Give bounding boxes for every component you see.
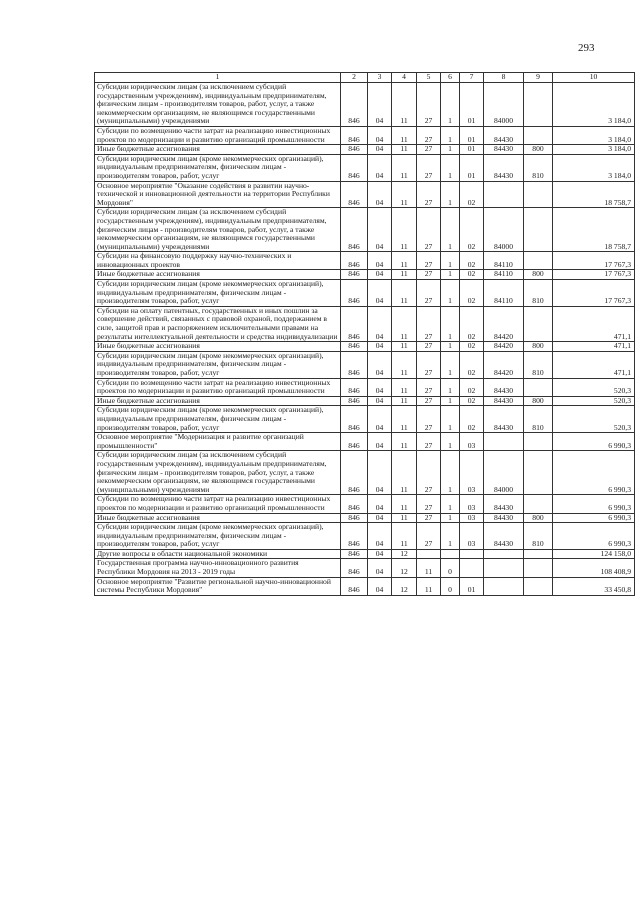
column-header: 8 [484, 73, 524, 83]
cell-admin-code: 846 [341, 252, 368, 270]
cell-subsection: 12 [392, 577, 417, 595]
cell-amount: 3 184,0 [553, 126, 635, 144]
cell-amount: 33 450,8 [553, 577, 635, 595]
cell-subprogram: 1 [441, 145, 460, 155]
cell-direction: 84420 [484, 306, 524, 341]
row-name: Субсидии по возмещению части затрат на реализацию инвестиционных проектов по модернизации и развитию организаций промышленности [95, 495, 341, 513]
cell-program: 27 [417, 396, 441, 406]
cell-section: 04 [368, 280, 392, 307]
cell-direction: 84430 [484, 513, 524, 523]
cell-measure: 01 [460, 145, 484, 155]
cell-program: 27 [417, 342, 441, 352]
row-name: Государственная программа научно-инновационного развития Республики Мордовия на 2013 - 2019 годы [95, 559, 341, 577]
cell-subsection: 11 [392, 280, 417, 307]
cell-program: 27 [417, 252, 441, 270]
table-row [95, 523, 635, 550]
cell-direction: 84420 [484, 342, 524, 352]
cell-admin-code: 846 [341, 451, 368, 495]
cell-subsection: 11 [392, 83, 417, 127]
cell-program: 27 [417, 208, 441, 252]
cell-direction [484, 181, 524, 208]
row-name: Субсидии юридическим лицам (за исключением субсидий государственным учреждениям), индивидуальным предпринимателям, физическим лицам - производителям товаров, работ, услуг, а также некоммерческим организациям, не являющимся государственными (муниципальными) учреждениями [95, 451, 341, 495]
cell-subprogram: 1 [441, 270, 460, 280]
cell-subprogram: 1 [441, 306, 460, 341]
cell-program: 27 [417, 378, 441, 396]
cell-subprogram: 1 [441, 406, 460, 433]
cell-admin-code: 846 [341, 306, 368, 341]
cell-admin-code: 846 [341, 351, 368, 378]
table-row [95, 342, 635, 352]
cell-amount: 17 767,3 [553, 252, 635, 270]
cell-admin-code: 846 [341, 126, 368, 144]
cell-subsection: 11 [392, 270, 417, 280]
cell-amount: 6 990,3 [553, 513, 635, 523]
cell-measure: 01 [460, 154, 484, 181]
cell-program: 27 [417, 83, 441, 127]
cell-measure: 03 [460, 433, 484, 451]
cell-subprogram: 1 [441, 181, 460, 208]
cell-amount: 6 990,3 [553, 523, 635, 550]
cell-expense-type: 800 [524, 396, 553, 406]
cell-expense-type [524, 559, 553, 577]
cell-subprogram: 1 [441, 126, 460, 144]
table-row [95, 559, 635, 577]
cell-amount: 3 184,0 [553, 154, 635, 181]
cell-subprogram: 1 [441, 351, 460, 378]
row-name: Основное мероприятие "Развитие региональной научно-инновационной системы Республики Мордовия" [95, 577, 341, 595]
cell-measure: 02 [460, 252, 484, 270]
cell-measure: 03 [460, 495, 484, 513]
budget-table [94, 72, 635, 596]
cell-subsection: 11 [392, 342, 417, 352]
cell-expense-type: 810 [524, 523, 553, 550]
cell-section: 04 [368, 577, 392, 595]
cell-admin-code: 846 [341, 181, 368, 208]
cell-expense-type: 800 [524, 145, 553, 155]
cell-measure: 02 [460, 378, 484, 396]
table-body [95, 83, 635, 596]
row-name: Субсидии по возмещению части затрат на реализацию инвестиционных проектов по модернизации и развитию организаций промышленности [95, 126, 341, 144]
cell-subsection: 11 [392, 208, 417, 252]
cell-admin-code: 846 [341, 270, 368, 280]
cell-section: 04 [368, 181, 392, 208]
table-row [95, 549, 635, 559]
column-header: 4 [392, 73, 417, 83]
row-name: Субсидии юридическим лицам (кроме некоммерческих организаций), индивидуальным предпринимателям, физическим лицам - производителям товаров, работ, услуг [95, 154, 341, 181]
cell-measure: 02 [460, 406, 484, 433]
cell-measure: 02 [460, 342, 484, 352]
cell-section: 04 [368, 513, 392, 523]
cell-amount: 124 158,0 [553, 549, 635, 559]
table-row [95, 513, 635, 523]
cell-section: 04 [368, 145, 392, 155]
cell-direction: 84000 [484, 208, 524, 252]
cell-amount: 6 990,3 [553, 495, 635, 513]
cell-admin-code: 846 [341, 83, 368, 127]
cell-direction: 84110 [484, 280, 524, 307]
cell-program: 27 [417, 523, 441, 550]
row-name: Субсидии юридическим лицам (кроме некоммерческих организаций), индивидуальным предпринимателям, физическим лицам - производителям товаров, работ, услуг [95, 280, 341, 307]
cell-subprogram: 0 [441, 577, 460, 595]
cell-expense-type: 800 [524, 270, 553, 280]
cell-subsection: 12 [392, 559, 417, 577]
cell-amount: 520,3 [553, 406, 635, 433]
cell-subprogram: 1 [441, 208, 460, 252]
row-name: Иные бюджетные ассигнования [95, 270, 341, 280]
cell-measure: 02 [460, 280, 484, 307]
cell-expense-type [524, 451, 553, 495]
cell-direction [484, 549, 524, 559]
cell-section: 04 [368, 378, 392, 396]
cell-direction: 84110 [484, 270, 524, 280]
cell-expense-type [524, 126, 553, 144]
row-name: Иные бюджетные ассигнования [95, 396, 341, 406]
cell-subprogram: 1 [441, 83, 460, 127]
table-row [95, 451, 635, 495]
cell-subprogram: 1 [441, 378, 460, 396]
table-row [95, 270, 635, 280]
cell-section: 04 [368, 306, 392, 341]
table-row [95, 208, 635, 252]
cell-program: 27 [417, 513, 441, 523]
cell-measure: 02 [460, 208, 484, 252]
table-row [95, 306, 635, 341]
cell-amount: 520,3 [553, 378, 635, 396]
column-header: 7 [460, 73, 484, 83]
cell-admin-code: 846 [341, 208, 368, 252]
cell-admin-code: 846 [341, 577, 368, 595]
column-header: 2 [341, 73, 368, 83]
cell-subsection: 11 [392, 396, 417, 406]
table-row [95, 126, 635, 144]
cell-section: 04 [368, 126, 392, 144]
cell-direction: 84430 [484, 523, 524, 550]
cell-direction: 84420 [484, 351, 524, 378]
cell-subsection: 11 [392, 145, 417, 155]
cell-expense-type: 810 [524, 406, 553, 433]
row-name: Иные бюджетные ассигнования [95, 513, 341, 523]
cell-subsection: 11 [392, 181, 417, 208]
row-name: Иные бюджетные ассигнования [95, 145, 341, 155]
cell-subprogram [441, 549, 460, 559]
row-name: Другие вопросы в области национальной экономики [95, 549, 341, 559]
cell-direction: 84000 [484, 83, 524, 127]
cell-admin-code: 846 [341, 280, 368, 307]
cell-expense-type [524, 433, 553, 451]
cell-program: 11 [417, 577, 441, 595]
cell-measure: 01 [460, 126, 484, 144]
cell-program: 11 [417, 559, 441, 577]
cell-program: 27 [417, 154, 441, 181]
cell-program: 27 [417, 270, 441, 280]
cell-admin-code: 846 [341, 154, 368, 181]
cell-direction: 84430 [484, 154, 524, 181]
table-row [95, 280, 635, 307]
column-header: 10 [553, 73, 635, 83]
cell-program: 27 [417, 351, 441, 378]
cell-admin-code: 846 [341, 378, 368, 396]
row-name: Субсидии на оплату патентных, государственных и иных пошлин за совершение действий, связанных с правовой охраной, поддержанием в силе, защитой прав и распоряжением исключительными правами на результаты интеллектуальной деятельности и средства индивидуализации [95, 306, 341, 341]
cell-section: 04 [368, 342, 392, 352]
cell-amount: 3 184,0 [553, 83, 635, 127]
cell-subsection: 11 [392, 351, 417, 378]
cell-amount: 471,1 [553, 342, 635, 352]
cell-amount: 17 767,3 [553, 270, 635, 280]
cell-subprogram: 1 [441, 252, 460, 270]
cell-section: 04 [368, 396, 392, 406]
table-row [95, 154, 635, 181]
cell-expense-type [524, 549, 553, 559]
cell-expense-type [524, 83, 553, 127]
cell-subsection: 11 [392, 154, 417, 181]
cell-subsection: 11 [392, 523, 417, 550]
column-header: 1 [95, 73, 341, 83]
cell-expense-type: 800 [524, 342, 553, 352]
cell-measure: 02 [460, 351, 484, 378]
cell-section: 04 [368, 451, 392, 495]
row-name: Субсидии юридическим лицам (за исключением субсидий государственным учреждениям), индивидуальным предпринимателям, физическим лицам - производителям товаров, работ, услуг, а также некоммерческим организациям, не являющимся государственными (муниципальными) учреждениями [95, 83, 341, 127]
cell-amount: 3 184,0 [553, 145, 635, 155]
cell-subsection: 11 [392, 126, 417, 144]
cell-section: 04 [368, 495, 392, 513]
row-name: Субсидии юридическим лицам (кроме некоммерческих организаций), индивидуальным предпринимателям, физическим лицам - производителям товаров, работ, услуг [95, 406, 341, 433]
table-row [95, 252, 635, 270]
cell-section: 04 [368, 559, 392, 577]
cell-program: 27 [417, 306, 441, 341]
cell-expense-type [524, 495, 553, 513]
cell-admin-code: 846 [341, 396, 368, 406]
cell-measure [460, 559, 484, 577]
cell-measure: 02 [460, 270, 484, 280]
column-header: 9 [524, 73, 553, 83]
cell-direction: 84110 [484, 252, 524, 270]
cell-measure: 03 [460, 451, 484, 495]
cell-amount: 471,1 [553, 351, 635, 378]
cell-section: 04 [368, 208, 392, 252]
cell-subsection: 11 [392, 252, 417, 270]
cell-direction [484, 577, 524, 595]
cell-expense-type [524, 378, 553, 396]
cell-section: 04 [368, 549, 392, 559]
row-name: Основное мероприятие "Модернизация и развитие организаций промышленности" [95, 433, 341, 451]
cell-subprogram: 1 [441, 154, 460, 181]
cell-section: 04 [368, 270, 392, 280]
cell-admin-code: 846 [341, 406, 368, 433]
table-row [95, 406, 635, 433]
cell-admin-code: 846 [341, 495, 368, 513]
cell-section: 04 [368, 523, 392, 550]
table-row [95, 351, 635, 378]
cell-admin-code: 846 [341, 513, 368, 523]
cell-subprogram: 1 [441, 451, 460, 495]
cell-program [417, 549, 441, 559]
cell-subsection: 11 [392, 406, 417, 433]
cell-direction [484, 433, 524, 451]
cell-subprogram: 1 [441, 495, 460, 513]
cell-program: 27 [417, 280, 441, 307]
row-name: Субсидии юридическим лицам (кроме некоммерческих организаций), индивидуальным предпринимателям, физическим лицам - производителям товаров, работ, услуг [95, 523, 341, 550]
cell-expense-type [524, 181, 553, 208]
cell-program: 27 [417, 181, 441, 208]
cell-program: 27 [417, 433, 441, 451]
cell-measure: 02 [460, 181, 484, 208]
cell-measure: 01 [460, 577, 484, 595]
page-number: 293 [578, 42, 595, 54]
cell-measure: 01 [460, 83, 484, 127]
cell-measure: 03 [460, 513, 484, 523]
cell-subprogram: 1 [441, 342, 460, 352]
cell-amount: 18 758,7 [553, 208, 635, 252]
cell-measure: 02 [460, 396, 484, 406]
cell-expense-type [524, 252, 553, 270]
cell-subsection: 12 [392, 549, 417, 559]
cell-subprogram: 1 [441, 523, 460, 550]
cell-section: 04 [368, 154, 392, 181]
cell-subprogram: 0 [441, 559, 460, 577]
cell-section: 04 [368, 252, 392, 270]
cell-subsection: 11 [392, 433, 417, 451]
cell-measure: 03 [460, 523, 484, 550]
header-row [95, 73, 635, 83]
cell-section: 04 [368, 406, 392, 433]
cell-direction: 84000 [484, 451, 524, 495]
cell-section: 04 [368, 351, 392, 378]
cell-expense-type: 810 [524, 154, 553, 181]
cell-direction: 84430 [484, 406, 524, 433]
cell-amount: 6 990,3 [553, 451, 635, 495]
table-row [95, 145, 635, 155]
cell-amount: 18 758,7 [553, 181, 635, 208]
cell-amount: 108 408,9 [553, 559, 635, 577]
cell-program: 27 [417, 126, 441, 144]
cell-admin-code: 846 [341, 342, 368, 352]
row-name: Субсидии юридическим лицам (за исключением субсидий государственным учреждениям), индивидуальным предпринимателям, физическим лицам - производителям товаров, работ, услуг, а также некоммерческим организациям, не являющимся государственными (муниципальными) учреждениями [95, 208, 341, 252]
cell-admin-code: 846 [341, 145, 368, 155]
table-row [95, 433, 635, 451]
cell-measure: 02 [460, 306, 484, 341]
cell-expense-type: 810 [524, 280, 553, 307]
column-header: 3 [368, 73, 392, 83]
cell-admin-code: 846 [341, 559, 368, 577]
cell-subsection: 11 [392, 513, 417, 523]
cell-subsection: 11 [392, 378, 417, 396]
row-name: Основное мероприятие "Оказание содействия в развитии научно-технической и инновационной деятельности на территории Республики Мордовия" [95, 181, 341, 208]
cell-program: 27 [417, 406, 441, 433]
row-name: Иные бюджетные ассигнования [95, 342, 341, 352]
cell-direction [484, 559, 524, 577]
table-row [95, 495, 635, 513]
cell-section: 04 [368, 83, 392, 127]
cell-amount: 6 990,3 [553, 433, 635, 451]
cell-admin-code: 846 [341, 433, 368, 451]
cell-direction: 84430 [484, 495, 524, 513]
cell-direction: 84430 [484, 378, 524, 396]
cell-expense-type [524, 208, 553, 252]
row-name: Субсидии на финансовую поддержку научно-технических и инновационных проектов [95, 252, 341, 270]
cell-measure [460, 549, 484, 559]
table-row [95, 577, 635, 595]
cell-subprogram: 1 [441, 513, 460, 523]
cell-amount: 471,1 [553, 306, 635, 341]
table-row [95, 396, 635, 406]
row-name: Субсидии юридическим лицам (кроме некоммерческих организаций), индивидуальным предпринимателям, физическим лицам - производителям товаров, работ, услуг [95, 351, 341, 378]
cell-section: 04 [368, 433, 392, 451]
cell-subprogram: 1 [441, 396, 460, 406]
cell-subsection: 11 [392, 306, 417, 341]
cell-direction: 84430 [484, 145, 524, 155]
cell-admin-code: 846 [341, 549, 368, 559]
row-name: Субсидии по возмещению части затрат на реализацию инвестиционных проектов по модернизации и развитию организаций промышленности [95, 378, 341, 396]
table-row [95, 378, 635, 396]
cell-program: 27 [417, 451, 441, 495]
cell-direction: 84430 [484, 396, 524, 406]
cell-subprogram: 1 [441, 433, 460, 451]
cell-amount: 520,3 [553, 396, 635, 406]
cell-expense-type: 810 [524, 351, 553, 378]
cell-subsection: 11 [392, 495, 417, 513]
cell-program: 27 [417, 145, 441, 155]
cell-expense-type [524, 306, 553, 341]
cell-expense-type [524, 577, 553, 595]
cell-amount: 17 767,3 [553, 280, 635, 307]
cell-admin-code: 846 [341, 523, 368, 550]
cell-program: 27 [417, 495, 441, 513]
cell-expense-type: 800 [524, 513, 553, 523]
cell-direction: 84430 [484, 126, 524, 144]
cell-subsection: 11 [392, 451, 417, 495]
table-row [95, 181, 635, 208]
cell-subprogram: 1 [441, 280, 460, 307]
table-row [95, 83, 635, 127]
column-header: 6 [441, 73, 460, 83]
column-header: 5 [417, 73, 441, 83]
